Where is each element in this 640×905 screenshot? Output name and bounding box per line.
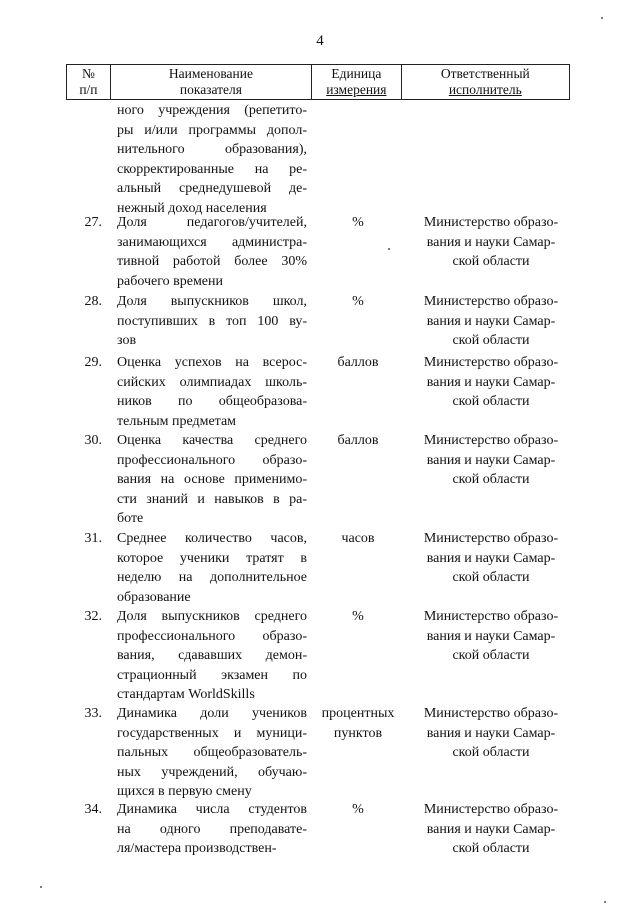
row-unit (312, 800, 404, 820)
name-line: рабочего времени (117, 273, 224, 289)
responsible-line: Министерство образо- (423, 215, 559, 230)
name-line: Оценка успехов на всерос- (117, 355, 307, 370)
row-unit (312, 529, 404, 549)
responsible-line: ской области (452, 648, 530, 663)
header-num (67, 65, 111, 99)
row-indicator-name (117, 353, 307, 431)
row-responsible (412, 292, 570, 351)
responsible-line: вания и науки Самар- (426, 313, 556, 329)
page-number: 4 (316, 33, 324, 49)
name-line: ных учреждений, обучаю- (117, 764, 307, 780)
name-line: ры и/или программы допол- (117, 122, 307, 138)
header-unit (312, 65, 402, 99)
unit-line: пунктов (333, 725, 383, 741)
header-unit-line2: измерения (326, 82, 387, 97)
header-responsible (402, 65, 569, 99)
unit-line: часов (341, 531, 375, 546)
responsible-line: вания и науки Самар- (426, 452, 556, 468)
continuation-name (117, 101, 307, 218)
row-unit (312, 292, 404, 312)
responsible-line: вания и науки Самар- (426, 725, 556, 741)
header-name-line1: Наименование (168, 66, 253, 81)
header-unit-line1: Единица (331, 66, 382, 81)
table-header (66, 64, 570, 100)
unit-line: % (352, 215, 364, 230)
row-responsible (412, 704, 570, 763)
responsible-line: ской области (452, 254, 530, 269)
header-name (111, 65, 312, 99)
responsible-line: ской области (452, 841, 530, 856)
row-indicator-name (117, 704, 307, 802)
responsible-line: ской области (452, 745, 530, 760)
responsible-line: ской области (452, 394, 530, 409)
row-indicator-name (117, 529, 307, 607)
scan-speck (388, 248, 390, 250)
row-unit (312, 353, 404, 373)
responsible-line: Министерство образо- (423, 355, 559, 370)
name-line: сийских олимпиадах школь- (117, 374, 307, 390)
unit-line: % (352, 609, 364, 624)
name-line: Динамика доли учеников (117, 706, 307, 721)
responsible-line: вания и науки Самар- (426, 628, 556, 644)
row-number: 28. (84, 294, 102, 309)
header-num-line1: № (81, 66, 95, 81)
name-line: ля/мастера производствен- (117, 841, 277, 856)
row-responsible (412, 353, 570, 412)
name-line: скорректированные на ре- (117, 161, 307, 177)
responsible-line: Министерство образо- (423, 609, 559, 624)
name-line: поступивших в топ 100 ву- (117, 313, 307, 329)
name-line: неделю на дополнительное (117, 570, 307, 585)
name-line: пальных общеобразователь- (117, 745, 307, 760)
name-line: тивной работой более 30% (117, 254, 307, 269)
name-line: образование (117, 589, 191, 605)
name-line: государственных и муници- (117, 725, 307, 741)
unit-line: % (352, 802, 364, 817)
row-number: 27. (84, 215, 102, 230)
responsible-line: ской области (452, 333, 530, 348)
name-line: профессионального образо- (117, 452, 307, 468)
row-number: 33. (84, 706, 102, 721)
name-line: зов (117, 333, 137, 348)
responsible-line: вания и науки Самар- (426, 374, 556, 390)
responsible-line: ской области (452, 570, 530, 585)
row-responsible (412, 800, 570, 859)
responsible-line: вания и науки Самар- (426, 234, 556, 250)
row-number: 29. (84, 355, 102, 370)
row-unit (312, 704, 404, 743)
row-unit (312, 431, 404, 451)
header-name-line2: показателя (179, 82, 242, 97)
header-responsible-line1: Ответственный (440, 66, 530, 81)
row-responsible (412, 431, 570, 490)
row-indicator-name (117, 607, 307, 705)
scan-speck (40, 886, 42, 888)
row-number: 31. (84, 531, 102, 546)
row-responsible (412, 529, 570, 588)
row-indicator-name (117, 800, 307, 859)
responsible-line: Министерство образо- (423, 531, 559, 546)
scan-speck (604, 901, 606, 903)
row-responsible (412, 213, 570, 272)
row-unit (312, 213, 404, 233)
responsible-line: Министерство образо- (423, 294, 559, 309)
name-line: Доля педагогов/учителей, (117, 215, 307, 230)
name-line: нежный доход населения (117, 200, 267, 216)
row-number: 32. (84, 609, 102, 624)
name-line: которое ученики тратят в (117, 550, 307, 566)
row-indicator-name (117, 213, 307, 291)
name-line: щихся в первую смену (117, 784, 252, 799)
row-number: 34. (84, 802, 102, 817)
row-indicator-name (117, 292, 307, 351)
name-line: Динамика числа студентов (117, 802, 307, 817)
responsible-line: вания и науки Самар- (426, 550, 556, 566)
responsible-line: Министерство образо- (423, 706, 559, 721)
row-responsible (412, 607, 570, 666)
unit-line: процентных (321, 706, 395, 721)
header-num-line2: п/п (79, 82, 98, 97)
unit-line: % (352, 294, 364, 309)
name-line: занимающихся администра- (117, 234, 307, 250)
name-line: Доля выпускников среднего (117, 609, 307, 624)
row-number: 30. (84, 433, 102, 448)
name-line: Оценка качества среднего (117, 433, 307, 448)
name-line: вания, сдававших демон- (117, 648, 307, 663)
name-line: Доля выпускников школ, (117, 294, 307, 309)
name-line: ников по общеобразова- (117, 394, 307, 409)
name-line: ного учреждения (репетито- (117, 103, 307, 118)
responsible-line: вания и науки Самар- (426, 821, 556, 837)
name-line: на одного преподавате- (117, 821, 307, 837)
responsible-line: Министерство образо- (423, 802, 559, 817)
name-line: нительного образования), (117, 142, 307, 157)
unit-line: баллов (337, 433, 379, 448)
row-unit (312, 607, 404, 627)
name-line: тельным предметам (117, 413, 237, 429)
scan-speck (601, 17, 603, 19)
name-line: стандартам WorldSkills (117, 687, 255, 702)
row-indicator-name (117, 431, 307, 529)
header-responsible-line2: исполнитель (448, 82, 522, 97)
name-line: вания на основе применимо- (117, 472, 307, 487)
name-line: Среднее количество часов, (117, 531, 307, 546)
responsible-line: Министерство образо- (423, 433, 559, 448)
responsible-line: ской области (452, 472, 530, 487)
name-line: сти знаний и навыков в ра- (117, 491, 307, 507)
unit-line: баллов (337, 355, 379, 370)
name-line: профессионального образо- (117, 628, 307, 644)
name-line: боте (117, 511, 144, 526)
name-line: страционный экзамен по (117, 667, 307, 683)
name-line: альный среднедушевой де- (117, 181, 307, 196)
